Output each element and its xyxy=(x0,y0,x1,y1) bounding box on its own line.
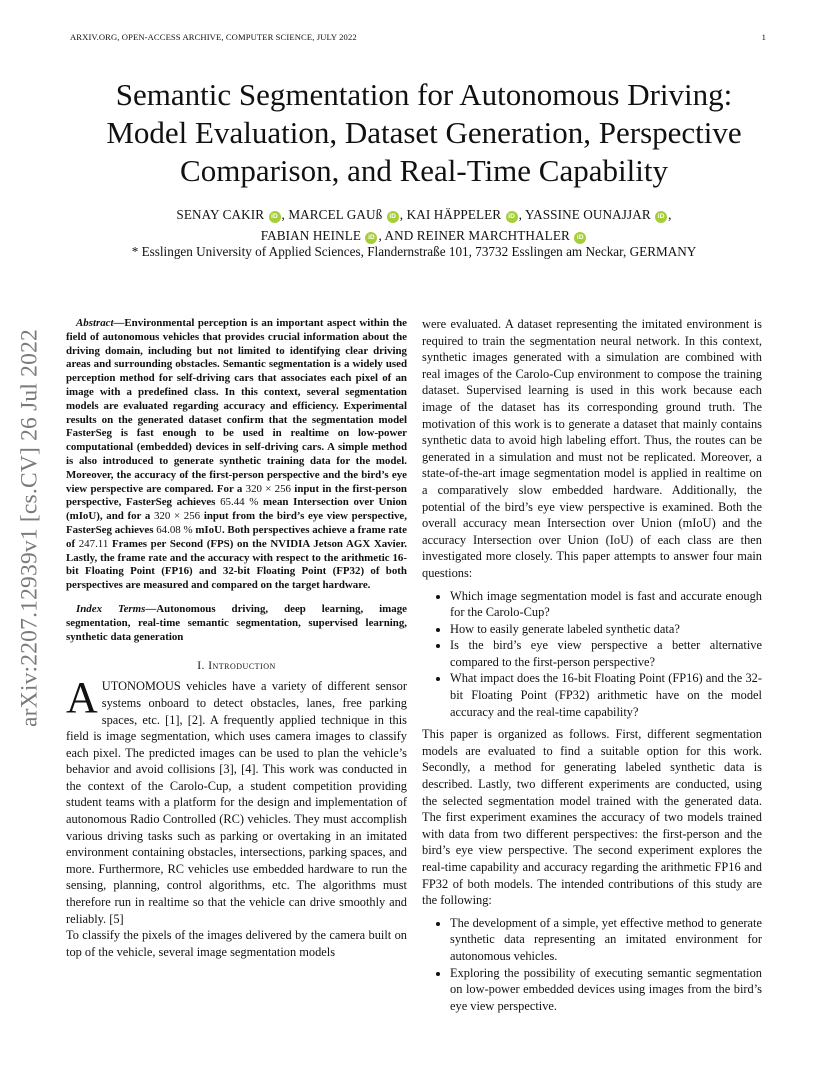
abstract-text: Environmental perception is an important aspect within the field of autonomous vehicles that provides crucial information about the driving domain, including but not limited to identifying clear driving areas and surrounding obstacles. Semantic segmentation is a widely used perception method for self-driving cars that associates each pixel of an image with a predefined class. In this context, several segmentation models are evaluated regarding accuracy and efficiency. Experimental results on the generated dataset confirm that the segmentation model FasterSeg is fast enough to be used in realtime on low-power computational (embedded) devices in self-driving cars. A simple method is also introduced to generate synthetic training data for the model. Moreover, the accuracy of the first-person perspective and the bird’s eye view perspective are compared. For a xyxy=(66,317,407,495)
abstract-fps: 247.11 xyxy=(78,537,109,550)
intro-paragraph xyxy=(66,673,407,927)
journal-line: ARXIV.ORG, OPEN-ACCESS ARCHIVE, COMPUTER SCIENCE, JULY 2022 xyxy=(70,32,357,42)
list-item: • The development of a simple, yet effective method to generate synthetic data representing an imitated environment for autonomous vehicles. xyxy=(450,915,762,965)
author-name: FABIAN HEINLE xyxy=(260,228,362,243)
list-item: • How to easily generate labeled synthetic data? xyxy=(450,621,762,638)
author-separator: , xyxy=(399,207,404,222)
title-line: Comparison, and Real-Time Capability xyxy=(180,153,668,188)
intro-paragraph-2-continued: were evaluated. A dataset representing the imitated environment is required to train the segmentation neural network. In this context, synthetic images generated with a simulation are combined with real images of the Carolo-Cup environment to compose the training dataset. Supervised learning is used in this work because each image of the dataset has its corresponding ground truth. The motivation of this work is to generate a dataset that mainly contains synthetic data to avoid high labeling effort. Thus, the routes can be generated in a simulation and must not be replicated. Moreover, a state-of-the-art image segmentation model is applied in realtime on a comparatively slow embedded hardware. Additionally, the potential of the bird’s eye view perspective is examined. Both the overall accuracy mean Intersection over Union (mIoU) and the accuracy Intersection over Union (IoU) of each class are then investigated more closely. This paper attempts to answer four main questions: xyxy=(422,317,762,580)
running-header xyxy=(70,32,766,42)
contributions-list xyxy=(422,915,762,1015)
research-questions-list xyxy=(422,588,762,721)
title-line: Semantic Segmentation for Autonomous Driving: xyxy=(115,77,733,112)
page-number: 1 xyxy=(761,32,766,42)
author-separator: , xyxy=(378,228,382,243)
author-name: AND REINER MARCHTHALER xyxy=(384,228,570,243)
abstract-miou: 65.44 % xyxy=(220,496,259,509)
orcid-icon[interactable]: iD xyxy=(655,211,667,223)
abstract-miou: 64.08 % xyxy=(156,523,193,536)
abstract-text: mean Intersection over Union (mIoU), and for a xyxy=(66,496,407,523)
orcid-icon[interactable]: iD xyxy=(365,232,377,244)
orcid-icon[interactable]: iD xyxy=(574,232,586,244)
index-terms: Index Terms—Autonomous driving, deep learning, image segmentation, real-time semantic segmentation, supervised learning, synthetic data generation xyxy=(66,602,407,643)
intro-text: UTONOMOUS vehicles have a variety of different sensor systems onboard to detect obstacles, lanes, free parking spaces, etc. [1], [2]. A frequently applied technique in this field is image segmentation, which uses camera images to classify each pixel. The predicted images can be used to plan the vehicle’s behavior and avoid collisions [3], [4]. This work was conducted in the context of the Carolo-Cup, a student competition providing student teams with a platform for the design and implementation of autonomous Radio Controlled (RC) vehicles. They must accomplish various driving tasks such as parking or overtaking in an imitated environment containing obstacles, intersections, parking spaces, and more. Furthermore, RC vehicles use embedded hardware to run the sensing, planning, control algorithms, etc. The algorithms must therefore run in realtime so that the vehicle can drive smoothly and reliably. [5] xyxy=(66,679,407,926)
author-name: MARCEL GAUß xyxy=(288,207,383,222)
abstract-text: Frames per Second (FPS) on the NVIDIA Jetson AGX Xavier. Lastly, the frame rate and the accuracy with respect to the arithmetic 16-bit Floating Point (FP16) and 32-bit Floating Point (FP32) of both perspectives are measured and compared on the target hardware. xyxy=(66,537,407,592)
orcid-icon[interactable]: iD xyxy=(506,211,518,223)
author-line xyxy=(60,204,788,225)
author-name: KAI HÄPPELER xyxy=(406,207,502,222)
author-separator: , xyxy=(281,207,285,222)
drop-cap: A xyxy=(66,673,98,723)
abstract-resolution: 320 × 256 xyxy=(245,482,292,495)
list-item: • What impact does the 16-bit Floating Point (FP16) and the 32-bit Floating Point (FP32) arithmetic have on the model accuracy and the real-time capability? xyxy=(450,670,762,720)
orcid-icon[interactable]: iD xyxy=(269,211,281,223)
list-item: • Exploring the possibility of executing semantic segmentation on low-power embedded devices using images from the bird’s eye view perspective. xyxy=(450,965,762,1015)
intro-paragraph-2: To classify the pixels of the images delivered by the camera built on top of the vehicle, several image segmentation models xyxy=(66,928,407,959)
right-column xyxy=(422,316,762,1020)
orcid-icon[interactable]: iD xyxy=(387,211,399,223)
section-heading: I. Introduction xyxy=(197,660,276,673)
author-name: SENAY CAKIR xyxy=(176,207,265,222)
index-terms-label: Index Terms xyxy=(76,602,146,615)
abstract-text: input from the bird’s eye view perspective, FasterSeg achieves xyxy=(66,510,407,536)
author-separator: , xyxy=(518,207,523,222)
author-separator: , xyxy=(668,207,672,222)
index-terms-text: Autonomous driving, deep learning, image segmentation, real-time semantic segmentation, supervised learning, synthetic data generation xyxy=(66,602,407,643)
list-item: • Which image segmentation model is fast and accurate enough for the Carolo-Cup? xyxy=(450,588,762,621)
paper-title xyxy=(40,76,808,190)
abstract: Abstract—Environmental perception is an important aspect within the field of autonomous vehicles that provides crucial information about the driving domain, including but not limited to identifying clear driving areas and surrounding obstacles. Semantic segmentation is a widely used perception method for self-driving cars that associates each pixel of an image with a predefined class. In this context, several segmentation models are evaluated regarding accuracy and efficiency. Experimental results on the generated dataset confirm that the segmentation model FasterSeg is fast enough to be used in realtime on low-power computational (embedded) devices in self-driving cars. A simple method is also introduced to generate synthetic training data for the model. Moreover, the accuracy of the first-person perspective and the bird’s eye view perspective are compared. For a 320 × 256 input in the first-person perspective, FasterSeg achieves 65.44 % mean Intersection over Union (mIoU), and for a 320 × 256 input from the bird’s eye view perspective, FasterSeg achieves 64.08 % mIoU. Both perspectives achieve a frame rate of 247.11 Frames per Second (FPS) on the NVIDIA Jetson AGX Xavier. Lastly, the frame rate and the accuracy with respect to the arithmetic 16-bit Floating Point (FP16) and 32-bit Floating Point (FP32) of both perspectives are measured and compared on the target hardware. xyxy=(66,317,407,592)
author-name: YASSINE OUNAJJAR xyxy=(524,207,651,222)
list-item: • Is the bird’s eye view perspective a better alternative compared to the first-person perspective? xyxy=(450,637,762,670)
author-list xyxy=(60,204,788,246)
abstract-text: mIoU. Both perspectives achieve a frame rate of xyxy=(66,523,407,550)
arxiv-side-identifier[interactable] xyxy=(10,295,50,760)
abstract-resolution: 320 × 256 xyxy=(153,510,201,523)
intro-paragraph-3: This paper is organized as follows. First, different segmentation models are evaluated to find a suitable option for this work. Secondly, a method for generating labeled synthetic data is described. Lastly, two different experiments are conducted, using the selected segmentation model trained with the generated data. The first experiment examines the accuracy of two models trained with data from two different perspectives: the first-person and the bird’s eye view perspective. The second experiment explores the real-time capability and accuracy regarding the arithmetic FP16 and FP32 of both models. The intended contributions of this study are the following: xyxy=(422,727,762,908)
abstract-text: input in the first-person perspective, FasterSeg achieves xyxy=(66,482,407,509)
affiliation: * Esslingen University of Applied Sciences, Flandernstraße 101, 73732 Esslingen am Neckar, GERMANY xyxy=(131,244,697,259)
left-column xyxy=(66,317,407,960)
arxiv-id-text[interactable]: arXiv:2207.12939v1 [cs.CV] 26 Jul 2022 xyxy=(16,328,43,727)
abstract-label: Abstract xyxy=(76,317,114,329)
title-line: Model Evaluation, Dataset Generation, Perspective xyxy=(106,115,742,150)
